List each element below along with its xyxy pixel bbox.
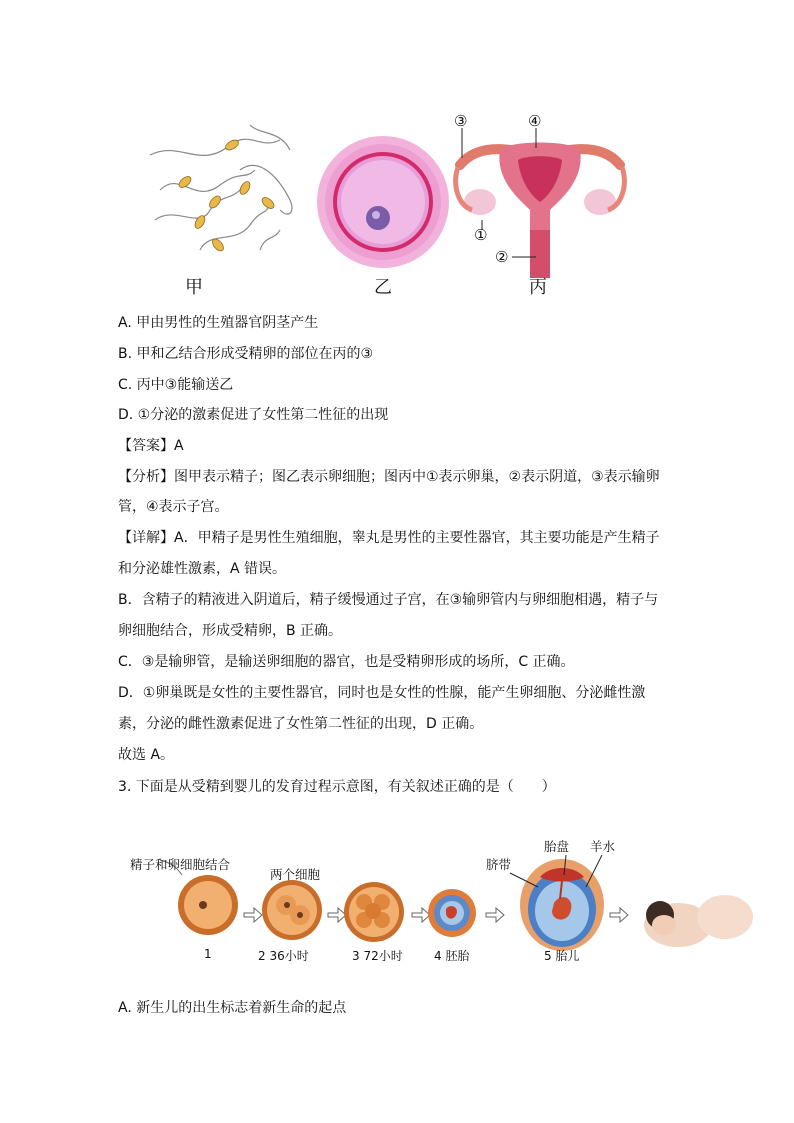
- caption-jia: 甲: [185, 277, 203, 298]
- egg-cell-illustration: [317, 136, 449, 268]
- option-b: B. 甲和乙结合形成受精卵的部位在丙的③: [118, 346, 374, 362]
- detail-line-7: 素，分泌的雌性激素促进了女性第二性征的出现，D 正确。: [118, 716, 484, 732]
- analysis-line-2: 管，④表示子宫。: [118, 499, 229, 515]
- label-placenta: 胎盘: [544, 839, 570, 854]
- detail-line-8: 故选 A。: [118, 747, 175, 763]
- answer: 【答案】A: [118, 438, 184, 454]
- baby-image: [644, 895, 753, 947]
- stage-4-embryo: [428, 889, 476, 937]
- figure-reproduction-drawing: [140, 110, 660, 300]
- stage-3-cluster: [344, 882, 404, 942]
- detail-line-4: 卵细胞结合，形成受精卵，B 正确。: [118, 623, 343, 639]
- step-4: 4 胚胎: [434, 949, 470, 963]
- question-3-stem: 3. 下面是从受精到婴儿的发育过程示意图，有关叙述正确的是（ ）: [118, 779, 556, 795]
- label-two-cells: 两个细胞: [270, 867, 321, 882]
- detail-line-3: B．含精子的精液进入阴道后，精子缓慢通过子宫，在③输卵管内与卵细胞相遇，精子与: [118, 592, 659, 608]
- analysis-line-1: 【分析】图甲表示精子；图乙表示卵细胞；图丙中①表示卵巢，②表示阴道，③表示输卵: [118, 469, 660, 485]
- step-1: 1: [204, 947, 212, 961]
- marker-2: ②: [495, 248, 509, 266]
- caption-bing: 丙: [529, 277, 547, 298]
- label-fertilization: 精子和卵细胞结合: [130, 857, 231, 872]
- stage-2-two-cells: [262, 880, 322, 940]
- detail-line-2: 和分泌雄性激素，A 错误。: [118, 561, 287, 577]
- figure-reproduction: [140, 110, 660, 300]
- caption-yi: 乙: [374, 277, 392, 298]
- label-amniotic-fluid: 羊水: [590, 839, 616, 854]
- sperm-illustration: [150, 125, 292, 250]
- detail-line-6: D．①卵巢既是女性的主要性器官，同时也是女性的性腺，能产生卵细胞、分泌雌性激: [118, 685, 646, 701]
- marker-3: ③: [454, 112, 468, 130]
- step-5: 5 胎儿: [544, 949, 580, 963]
- option-a: A. 甲由男性的生殖器官阴茎产生: [118, 315, 319, 331]
- detail-line-5: C．③是输卵管，是输送卵细胞的器官，也是受精卵形成的场所，C 正确。: [118, 654, 575, 670]
- label-umbilical-cord: 脐带: [486, 857, 512, 872]
- option-c: C. 丙中③能输送乙: [118, 377, 234, 393]
- arrow-3: [412, 908, 430, 922]
- step-3: 3 72小时: [352, 949, 403, 963]
- marker-4: ④: [528, 112, 542, 130]
- figure-development: [130, 835, 760, 970]
- option-d: D. ①分泌的激素促进了女性第二性征的出现: [118, 407, 389, 423]
- arrow-4: [486, 908, 504, 922]
- female-reproductive-illustration: [456, 128, 625, 278]
- marker-1: ①: [474, 226, 488, 244]
- arrow-1: [244, 908, 262, 922]
- arrow-5: [610, 908, 628, 922]
- q3-option-a: A. 新生儿的出生标志着新生命的起点: [118, 1000, 347, 1016]
- arrow-2: [328, 908, 346, 922]
- sperm-heads: [177, 138, 276, 253]
- step-2: 2 36小时: [258, 949, 309, 963]
- detail-line-1: 【详解】A．甲精子是男性生殖细胞，睾丸是男性的主要性器官，其主要功能是产生精子: [118, 530, 660, 546]
- stage-5-fetus: [510, 855, 604, 951]
